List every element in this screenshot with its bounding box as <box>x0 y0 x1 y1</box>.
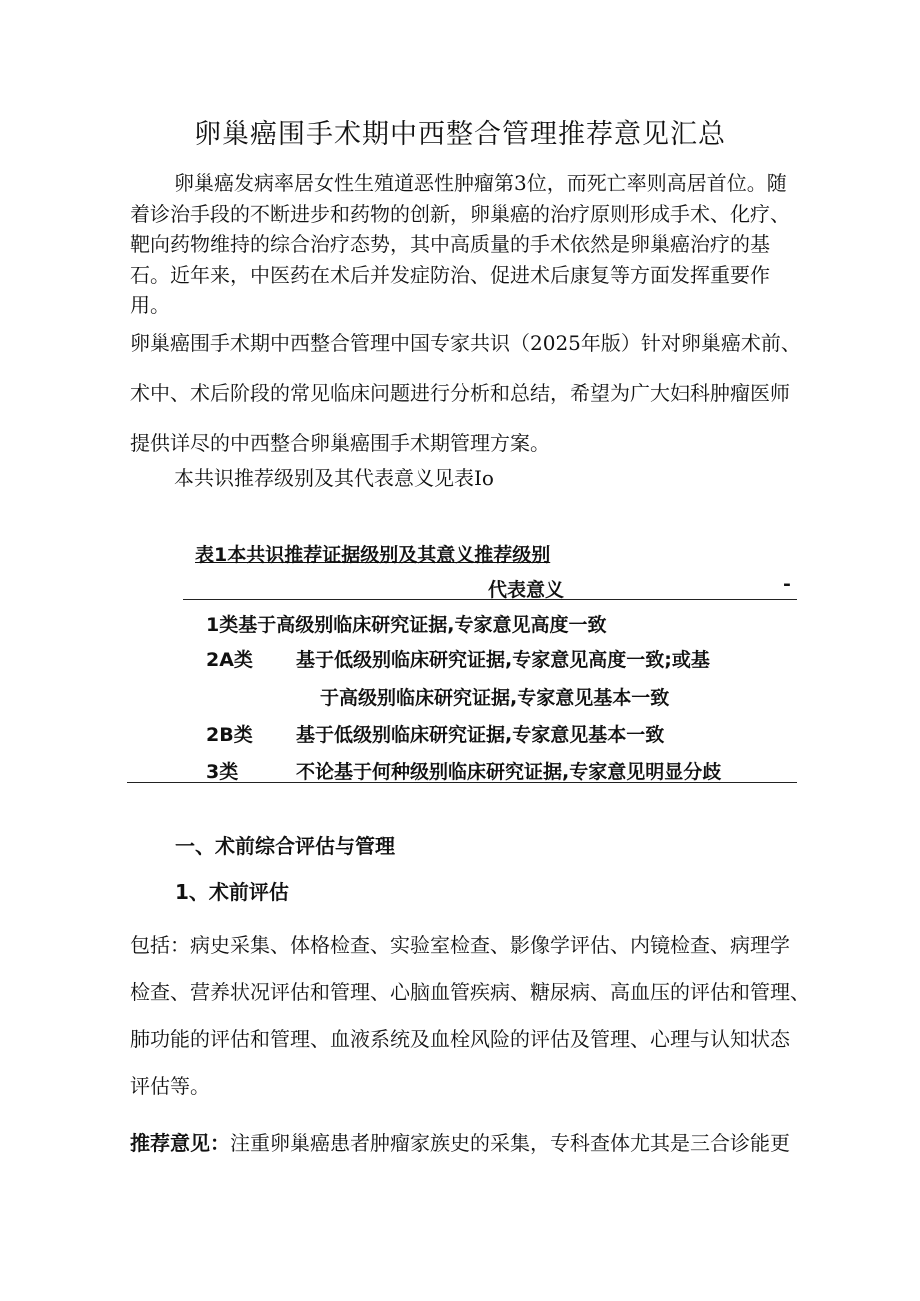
intro-line: 卵巢癌发病率居女性生殖道恶性肿瘤第3位，而死亡率则高居首位。随 <box>174 171 787 195</box>
intro-line: 石。近年来，中医药在术后并发症防治、促进术后康复等方面发挥重要作 <box>130 262 770 287</box>
assessment-line: 检查、营养状况评估和管理、心脑血管疾病、糖尿病、高血压的评估和管理、 <box>130 980 810 1004</box>
assessment-line: 评估等。 <box>130 1074 210 1098</box>
table-grade-cell: 3类 <box>206 761 239 783</box>
table-grade-cell: 2B类 <box>206 724 253 746</box>
table-grade-cell: 1类基于高级别临床研究证据,专家意见高度一致 <box>206 614 607 636</box>
table-desc-cell: 于高级别临床研究证据,专家意见基本一致 <box>320 687 670 709</box>
assessment-paragraph <box>130 922 815 1110</box>
subsection-heading: 1、术前评估 <box>175 880 289 904</box>
assessment-line: 包括：病史采集、体格检查、实验室检查、影像学评估、内镜检查、病理学 <box>130 933 790 957</box>
consensus-paragraph <box>130 318 810 468</box>
table-bottom-rule <box>127 782 797 783</box>
consensus-line: 提供详尽的中西整合卵巢癌围手术期管理方案。 <box>130 431 550 455</box>
recommendation-text: 注重卵巢癌患者肿瘤家族史的采集，专科查体尤其是三合诊能更 <box>230 1131 790 1155</box>
assessment-line: 肺功能的评估和管理、血液系统及血栓风险的评估及管理、心理与认知状态 <box>130 1027 790 1051</box>
section-heading: 一、术前综合评估与管理 <box>175 834 395 858</box>
intro-paragraph <box>130 168 800 321</box>
table-header: 代表意义 <box>488 579 565 601</box>
document-title: 卵巢癌围手术期中西整合管理推荐意见汇总 <box>194 119 726 150</box>
table-caption: 表1本共识推荐证据级别及其意义推荐级别 <box>195 544 551 566</box>
intro-line: 用。 <box>130 293 170 317</box>
table-header-mark: - <box>783 573 791 595</box>
table-desc-cell: 基于低级别临床研究证据,专家意见高度一致;或基 <box>296 649 710 671</box>
table-reference-text: 本共识推荐级别及其代表意义见表Io <box>174 466 494 490</box>
recommendation-label: 推荐意见： <box>130 1131 230 1155</box>
intro-line: 着诊治手段的不断进步和药物的创新，卵巢癌的治疗原则形成手术、化疗、 <box>130 201 790 226</box>
consensus-line: 术中、术后阶段的常见临床问题进行分析和总结，希望为广大妇科肿瘤医师 <box>130 381 790 405</box>
consensus-line: 卵巢癌围手术期中西整合管理中国专家共识（2025年版）针对卵巢癌术前、 <box>130 331 801 355</box>
table-top-rule <box>183 599 797 600</box>
table-desc-cell: 基于低级别临床研究证据,专家意见基本一致 <box>296 724 665 746</box>
table-desc-cell: 不论基于何种级别临床研究证据,专家意见明显分歧 <box>296 761 722 783</box>
recommendation-paragraph <box>130 1127 810 1156</box>
intro-line: 靶向药物维持的综合治疗态势，其中高质量的手术依然是卵巢癌治疗的基 <box>130 232 770 256</box>
table-grade-cell: 2A类 <box>206 649 253 671</box>
